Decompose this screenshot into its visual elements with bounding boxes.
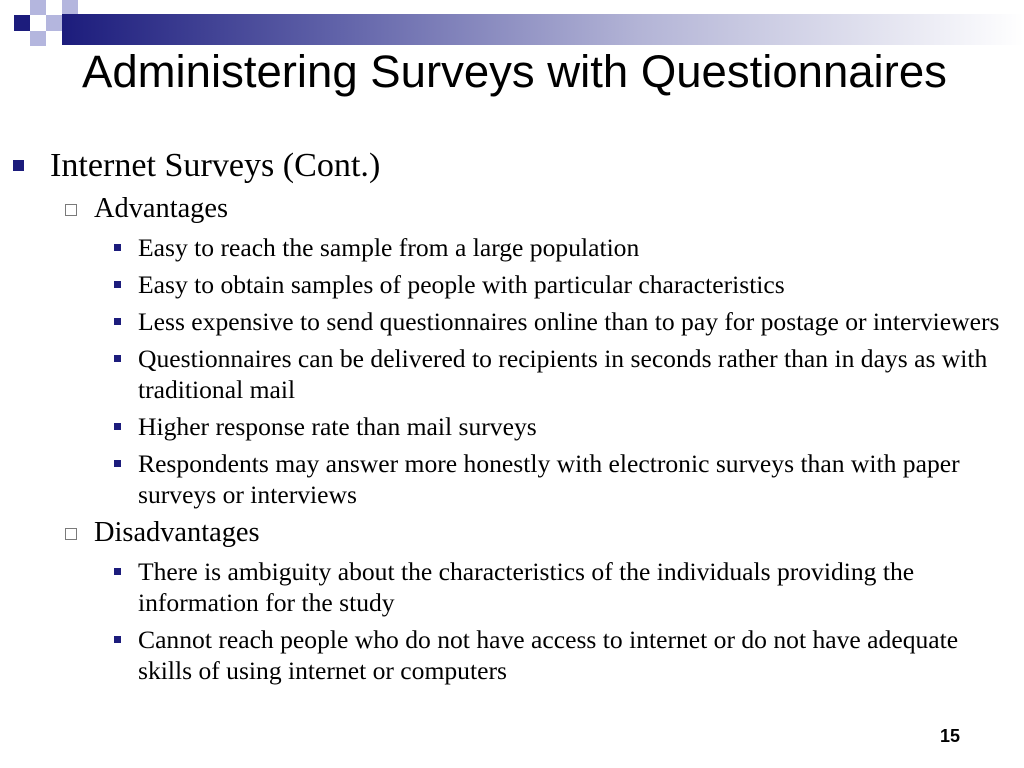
bullet-item (138, 556, 1008, 618)
bullet-text: Questionnaires can be delivered to recipients in seconds rather than in days as with traditional mail (138, 344, 988, 404)
bullet-item (138, 343, 1008, 405)
small-square-bullet-icon (114, 318, 121, 325)
bullet-text: Easy to obtain samples of people with particular characteristics (138, 270, 785, 299)
decorative-square (30, 0, 46, 15)
bullet-item (138, 411, 1008, 442)
bullet-text: Respondents may answer more honestly with electronic surveys than with paper surveys or interviews (138, 449, 960, 509)
filled-square-bullet-icon (13, 160, 24, 171)
decorative-square (14, 15, 30, 31)
hollow-square-bullet-icon (65, 528, 77, 540)
slide-body (0, 145, 1024, 686)
small-square-bullet-icon (114, 460, 121, 467)
topic-bullet (50, 145, 1024, 186)
bullet-item (138, 269, 1008, 300)
page-number: 15 (940, 726, 961, 746)
small-square-bullet-icon (114, 636, 121, 643)
small-square-bullet-icon (114, 568, 121, 575)
small-square-bullet-icon (114, 281, 121, 288)
bullet-item (138, 448, 1008, 510)
bullet-text: There is ambiguity about the characteristics of the individuals providing the information for the study (138, 557, 915, 617)
bullet-item (138, 232, 1008, 263)
small-square-bullet-icon (114, 423, 121, 430)
section-heading-text: Disadvantages (94, 517, 260, 548)
header-gradient-bar (62, 14, 1024, 45)
bullet-text: Less expensive to send questionnaires online than to pay for postage or interviewers (138, 307, 1000, 336)
section-heading-text: Advantages (94, 193, 229, 224)
slide-title: Administering Surveys with Questionnaires (82, 46, 947, 97)
decorative-square (62, 0, 78, 14)
decorative-square (30, 31, 46, 46)
bullet-item (138, 306, 1008, 337)
section-heading-advantages (94, 192, 1024, 226)
decorative-square (46, 15, 62, 31)
small-square-bullet-icon (114, 355, 121, 362)
bullet-text: Higher response rate than mail surveys (138, 412, 537, 441)
bullet-text: Easy to reach the sample from a large population (138, 233, 640, 262)
bullet-item (138, 624, 1008, 686)
section-heading-disadvantages (94, 516, 1024, 550)
bullet-text: Cannot reach people who do not have access to internet or do not have adequate skills of using internet or computers (138, 625, 959, 685)
hollow-square-bullet-icon (65, 204, 77, 216)
small-square-bullet-icon (114, 244, 121, 251)
topic-text: Internet Surveys (Cont.) (50, 147, 381, 184)
